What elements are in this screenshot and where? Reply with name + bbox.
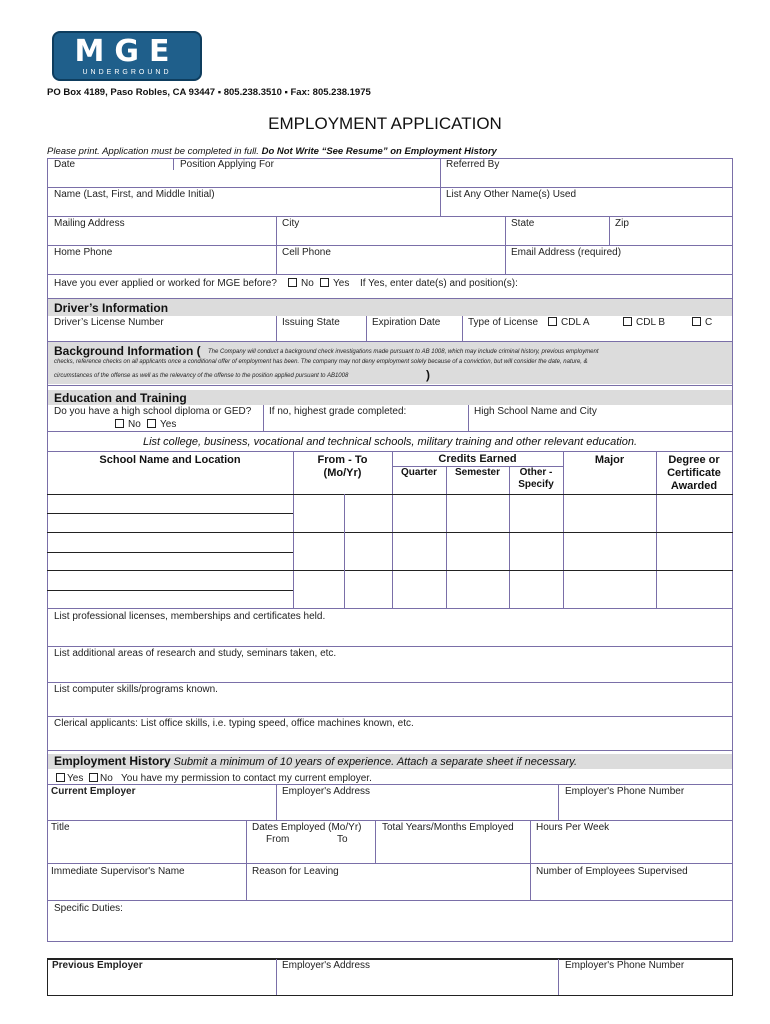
license-type-label: Type of License (468, 317, 539, 328)
background-note-3: circumstances of the offense as well as the relevancy of the offense to the position applied pursuant to AB1008 (54, 373, 349, 379)
row-line (47, 716, 733, 717)
row-line (47, 451, 733, 452)
diploma-yes-label: Yes (160, 419, 177, 430)
col-quarter: Quarter (400, 467, 438, 478)
city-field[interactable]: City (282, 218, 300, 229)
education-row-2[interactable] (48, 533, 293, 551)
diploma-no-checkbox[interactable] (115, 419, 124, 428)
prev-employer-right (732, 958, 733, 996)
zip-field[interactable]: Zip (615, 218, 629, 229)
form-right-border (732, 158, 733, 942)
referred-by-field[interactable]: Referred By (446, 159, 500, 170)
divider (173, 158, 174, 170)
col-divider (563, 451, 564, 609)
other-names-field[interactable]: List Any Other Name(s) Used (446, 189, 577, 200)
specific-duties-field[interactable]: Specific Duties: (54, 903, 123, 914)
row-line (47, 863, 733, 864)
education-heading: Education and Training (54, 391, 187, 405)
row-line (47, 646, 733, 647)
cdl-a-checkbox[interactable] (548, 317, 557, 326)
divider (263, 405, 264, 431)
divider (276, 784, 277, 820)
school-sub-line (47, 513, 293, 514)
employment-heading-title: Employment History (54, 754, 171, 768)
col-degree-2: Certificate (667, 467, 721, 479)
logo-main-text: MGE (74, 34, 180, 69)
applied-before-question: Have you ever applied or worked for MGE before? (54, 278, 277, 289)
contact-no-label: No (100, 773, 113, 784)
divider (375, 820, 376, 863)
col-from-to: From - To (317, 454, 368, 466)
col-other: Other - (519, 467, 553, 478)
instructions-bold: Do Not Write “See Resume” on Employment History (261, 146, 497, 157)
dates-to-label: To (337, 834, 348, 845)
dates-employed-field[interactable]: Dates Employed (Mo/Yr) (252, 822, 362, 833)
row-line (47, 385, 733, 386)
cell-phone-field[interactable]: Cell Phone (282, 247, 331, 258)
divider (468, 405, 469, 431)
contact-yes-label: Yes (67, 773, 84, 784)
email-field[interactable]: Email Address (required) (511, 247, 622, 258)
background-note-2: checks, reference checks on all applicants once a conditional offer of employment has been. The company may not deny employment solely because of a conviction, but will consider the date, nature, & (54, 359, 588, 365)
divider (276, 316, 277, 341)
row-line (47, 274, 733, 275)
contact-no-checkbox[interactable] (89, 773, 98, 782)
col-mo-yr: (Mo/Yr) (323, 467, 362, 479)
contact-permission: You have my permission to contact my current employer. (121, 773, 372, 784)
page-title: EMPLOYMENT APPLICATION (268, 114, 502, 133)
row-line (47, 682, 733, 683)
col-degree-1: Degree or (668, 454, 720, 466)
divider (366, 316, 367, 341)
computer-skills-field[interactable]: List computer skills/programs known. (54, 684, 218, 695)
expiration-date-field[interactable]: Expiration Date (372, 317, 441, 328)
row-line (47, 784, 733, 785)
row-line (47, 245, 733, 246)
prev-employer-phone-field[interactable]: Employer's Phone Number (565, 960, 685, 971)
education-row-3[interactable] (48, 571, 293, 589)
high-school-field[interactable]: High School Name and City (474, 406, 597, 417)
col-semester: Semester (454, 467, 501, 478)
class-c-checkbox[interactable] (692, 317, 701, 326)
name-field[interactable]: Name (Last, First, and Middle Initial) (54, 189, 215, 200)
applied-no-checkbox[interactable] (288, 278, 297, 287)
dates-from-label: From (266, 834, 290, 845)
prev-employer-address-field[interactable]: Employer's Address (282, 960, 371, 971)
row-line (47, 431, 733, 432)
cdl-a-label: CDL A (561, 317, 590, 328)
title-field[interactable]: Title (51, 822, 70, 833)
divider (530, 820, 531, 900)
divider (440, 187, 441, 217)
col-school: School Name and Location (99, 454, 241, 466)
divider (246, 820, 247, 900)
row-line (47, 608, 733, 609)
divider (276, 959, 277, 995)
row-line (47, 820, 733, 821)
logo-sub-text: UNDERGROUND (82, 69, 172, 76)
row-line (47, 900, 733, 901)
school-sub-line (47, 590, 293, 591)
diploma-no-label: No (128, 419, 141, 430)
num-supervised-field[interactable]: Number of Employees Supervised (536, 866, 688, 877)
education-list-note: List college, business, vocational and technical schools, military training and other relevant education. (142, 436, 638, 448)
mailing-address-field[interactable]: Mailing Address (54, 218, 125, 229)
applied-yes-checkbox[interactable] (320, 278, 329, 287)
employer-phone-field[interactable]: Employer's Phone Number (565, 786, 685, 797)
current-employer-field[interactable]: Current Employer (51, 786, 136, 797)
licenses-field[interactable]: List professional licenses, memberships and certificates held. (54, 611, 326, 622)
background-note-1: The Company will conduct a background check investigations made pursuant to AB 1008, which may include criminal history, previous employment (208, 349, 599, 355)
divider (440, 158, 441, 188)
col-credits: Credits Earned (438, 453, 517, 465)
reason-leaving-field[interactable]: Reason for Leaving (252, 866, 339, 877)
form-top-border (47, 158, 733, 159)
home-phone-field[interactable]: Home Phone (54, 247, 113, 258)
date-field[interactable]: Date (54, 159, 76, 170)
company-address: PO Box 4189, Paso Robles, CA 93447 ▪ 805.238.3510 ▪ Fax: 805.238.1975 (47, 87, 371, 98)
contact-yes-checkbox[interactable] (56, 773, 65, 782)
cdl-b-label: CDL B (636, 317, 666, 328)
prev-employer-bottom (47, 995, 733, 996)
col-specify: Specify (518, 479, 554, 490)
class-c-label: C (705, 317, 713, 328)
col-major: Major (594, 454, 625, 466)
diploma-yes-checkbox[interactable] (147, 419, 156, 428)
divider (558, 959, 559, 995)
divider (462, 316, 463, 341)
company-logo (52, 31, 202, 81)
row-line (47, 750, 733, 751)
col-degree-3: Awarded (670, 480, 718, 492)
diploma-question: Do you have a high school diploma or GED? (54, 406, 252, 417)
highest-grade-field[interactable]: If no, highest grade completed: (269, 406, 407, 417)
state-field[interactable]: State (511, 218, 535, 229)
divider (558, 784, 559, 820)
issuing-state-field[interactable]: Issuing State (282, 317, 340, 328)
clerical-skills-field[interactable]: Clerical applicants: List office skills, i.e. typing speed, office machines known, etc. (54, 718, 414, 729)
position-field[interactable]: Position Applying For (180, 159, 274, 170)
row-line (47, 187, 733, 188)
employment-heading-subtitle: Submit a minimum of 10 years of experience. Attach a separate sheet if necessary. (173, 756, 578, 768)
total-years-field[interactable]: Total Years/Months Employed (382, 822, 514, 833)
form-bottom-border (47, 941, 733, 942)
cdl-b-checkbox[interactable] (623, 317, 632, 326)
school-sub-line (47, 552, 293, 553)
previous-employer-field[interactable]: Previous Employer (52, 960, 143, 971)
drivers-heading: Driver’s Information (54, 301, 169, 315)
background-close-paren: ) (426, 368, 430, 382)
col-divider (344, 494, 345, 609)
employment-heading (54, 755, 577, 768)
prev-employer-left (47, 958, 48, 996)
applied-yes-label: Yes (333, 278, 350, 289)
row-line (47, 216, 733, 217)
applied-if-yes-label[interactable]: If Yes, enter date(s) and position(s): (360, 278, 518, 289)
divider (609, 216, 610, 245)
applied-no-label: No (301, 278, 314, 289)
supervisor-name-field[interactable]: Immediate Supervisor's Name (51, 866, 185, 877)
employer-address-field[interactable]: Employer's Address (282, 786, 371, 797)
instructions (47, 147, 497, 157)
education-row-1[interactable] (48, 495, 293, 513)
hours-per-week-field[interactable]: Hours Per Week (536, 822, 610, 833)
research-field[interactable]: List additional areas of research and study, seminars taken, etc. (54, 648, 337, 659)
license-number-field[interactable]: Driver’s License Number (54, 317, 164, 328)
background-heading: Background Information ( (54, 344, 201, 358)
instructions-normal: Please print. Application must be completed in full. (47, 146, 259, 157)
col-divider (446, 466, 447, 609)
